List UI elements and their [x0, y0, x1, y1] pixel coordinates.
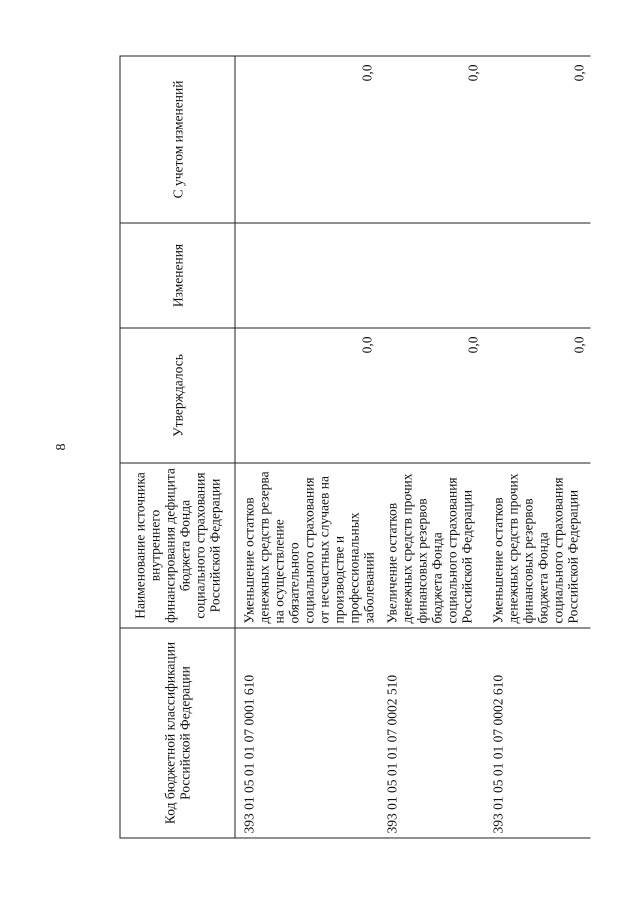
table-row: [379, 56, 485, 838]
row-with-changes: 0,0: [235, 56, 379, 223]
row-changes: [379, 223, 485, 328]
header-changes: Изменения: [120, 223, 235, 328]
header-name: Наименование источника внутреннего финансирования дефицита бюджета Фонда социального страхования Российской Федерации: [120, 463, 235, 628]
row-with-changes: 0,0: [379, 56, 485, 223]
row-code: 393 01 05 01 01 07 0001 610: [235, 628, 379, 838]
row-approved: 0,0: [485, 328, 591, 463]
table-header-row: [120, 56, 235, 838]
row-code: 393 01 05 01 01 07 0002 610: [485, 628, 591, 838]
row-approved: 0,0: [379, 328, 485, 463]
header-with-changes: С учетом изменений: [120, 56, 235, 223]
header-approved: Утверждалось: [120, 328, 235, 463]
row-name: Увеличение остатков денежных средств прочих финансовых резервов бюджета Фонда социального страхования Российской Федерации: [379, 463, 485, 628]
page-number: 8: [54, 443, 69, 451]
table-row: [235, 56, 379, 838]
row-with-changes: 0,0: [485, 56, 591, 223]
budget-deficit-sources-table: [120, 56, 591, 839]
rotated-page-content: [120, 57, 601, 839]
table-row: [485, 56, 591, 838]
row-changes: [235, 223, 379, 328]
row-approved: 0,0: [235, 328, 379, 463]
row-name: Уменьшение остатков денежных средств резерва на осуществление обязательного социального страхования от несчастных случаев на производстве и профессиональных заболеваний: [235, 463, 379, 628]
row-code: 393 01 05 01 01 07 0002 510: [379, 628, 485, 838]
header-code: Код бюджетной классификации Российской Федерации: [120, 628, 235, 838]
row-name: Уменьшение остатков денежных средств прочих финансовых резервов бюджета Фонда социального страхования Российской Федерации: [485, 463, 591, 628]
row-changes: [485, 223, 591, 328]
